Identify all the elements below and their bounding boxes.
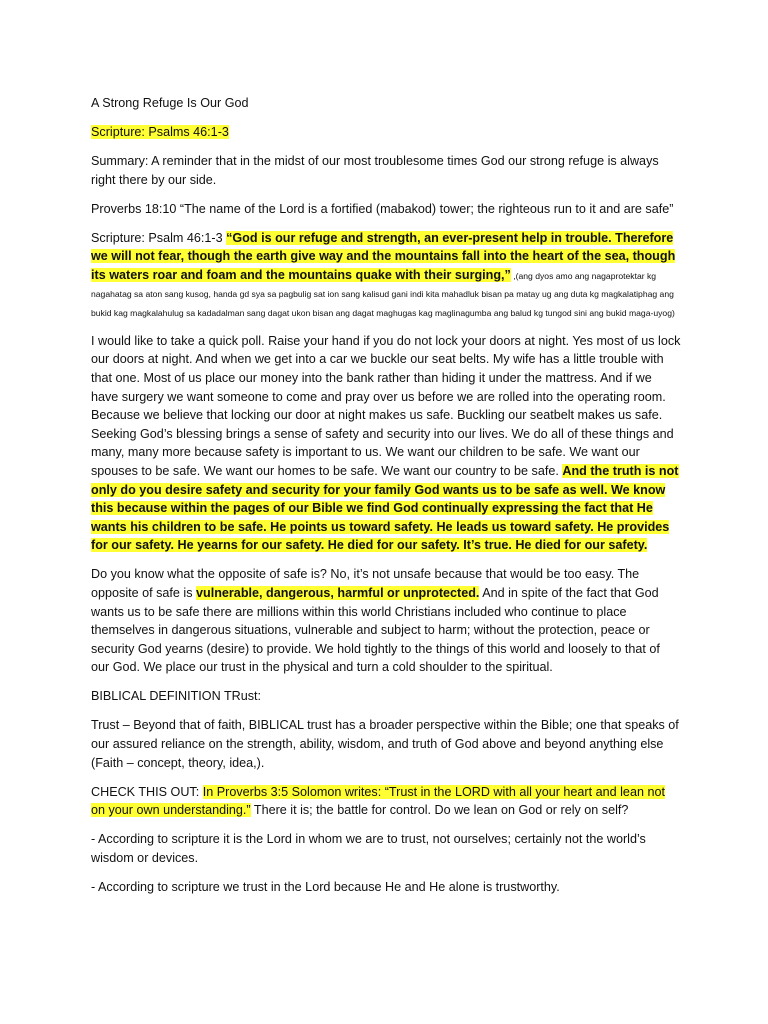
check-lead: CHECK THIS OUT:	[91, 784, 203, 799]
opposite-before: Do you know what the opposite of safe is? No, it’s not unsafe because that would be too easy. The opposite of safe is	[91, 567, 640, 600]
poll-highlight: And the truth is not only do you desire safety and security for your family God wants us to be safe as well. We know this because within the pages of our Bible we find God continually expressing the fact that He wants his children to be safe. He points us toward safety. He leads us toward safety. He provides for our safety. He yearns for our safety. He died for our safety. It’s true. He died for our safety.	[91, 464, 679, 553]
bullet-paragraph-2: - According to scripture we trust in the Lord because He and He alone is trustworthy.	[91, 879, 560, 894]
definition-heading: BIBLICAL DEFINITION TRust:	[91, 689, 262, 704]
check-paragraph	[91, 783, 681, 820]
bullet-paragraph-1: - According to scripture it is the Lord in whom we are to trust, not ourselves; certainly not the world’s wisdom or devices.	[91, 832, 646, 865]
proverbs-paragraph: Proverbs 18:10 “The name of the Lord is a fortified (mabakod) tower; the righteous run to it and are safe”	[91, 201, 674, 216]
scripture-verse-paragraph	[91, 229, 681, 322]
scripture-reference	[91, 123, 681, 142]
summary-paragraph: Summary: A reminder that in the midst of our most troublesome times God our strong refuge is always right there by our side.	[91, 153, 659, 187]
scripture-verse-lead: Scripture: Psalm 46:1-3	[91, 230, 227, 245]
sermon-title: A Strong Refuge Is Our God	[91, 96, 249, 110]
poll-paragraph	[91, 332, 681, 555]
scripture-verse-translation: ,(ang dyos amo ang nagaprotektar kg nagahatag sa aton sang kusog, handa gd sya sa pagbulig sat ion sang kalisud gani indi kita mahadluk bisan pa matay ug ang duta kg magkalatiphag ang bukid kag magkalahulug sa kadadalman sang dagat ukon bisan ang dagat maghugas kag maglinagumba ang balud kg tungod sini ang bukid maga-uyog)	[91, 270, 675, 318]
opposite-after: And in spite of the fact that God wants us to be safe there are millions within this world Christians included who continue to place themselves in dangerous situations, vulnerable and subject to harm; without the protection, peace or security God yearns (desire) to provide. We hold tightly to the things of this world and loosely to that of our God. We place our trust in the physical and turn a cold shoulder to the spiritual.	[91, 586, 660, 675]
scripture-verse-highlight: “God is our refuge and strength, an ever-present help in trouble. Therefore we will not fear, though the earth give way and the mountains fall into the heart of the sea, though its waters roar and foam and the mountains quake with their surging,”	[91, 230, 676, 282]
scripture-reference-highlight: Scripture: Psalms 46:1-3	[91, 124, 229, 139]
check-highlight: In Proverbs 3:5 Solomon writes: “Trust in the LORD with all your heart and lean not on your own understanding.”	[91, 784, 665, 818]
trust-paragraph: Trust – Beyond that of faith, BIBLICAL trust has a broader perspective within the Bible; one that speaks of our assured reliance on the strength, ability, wisdom, and truth of God above and beyond anything else (Faith – concept, theory, idea,).	[91, 718, 679, 770]
check-after: There it is; the battle for control. Do we lean on God or rely on self?	[250, 803, 629, 818]
opposite-highlight: vulnerable, dangerous, harmful or unprotected.	[196, 586, 480, 600]
opposite-paragraph	[91, 565, 681, 677]
document-page	[91, 94, 681, 907]
poll-text: I would like to take a quick poll. Raise your hand if you do not lock your doors at night. Yes most of us lock our doors at night. And when we get into a car we buckle our seat belts. My wife has a little trouble with that one. Most of us place our money into the bank rather than hiding it under the mattress. And if we have surgery we want someone to come and pray over us before we are rolled into the operating room. Because we believe that locking our door at night makes us safe. Buckling our seatbelt makes us safe. Seeking God’s blessing brings a sense of safety and security into our lives. We do all of these things and many, many more because safety is important to us. We want our children to be safe. We want our spouses to be safe. We want our homes to be safe. We want our country to be safe.	[91, 333, 681, 479]
